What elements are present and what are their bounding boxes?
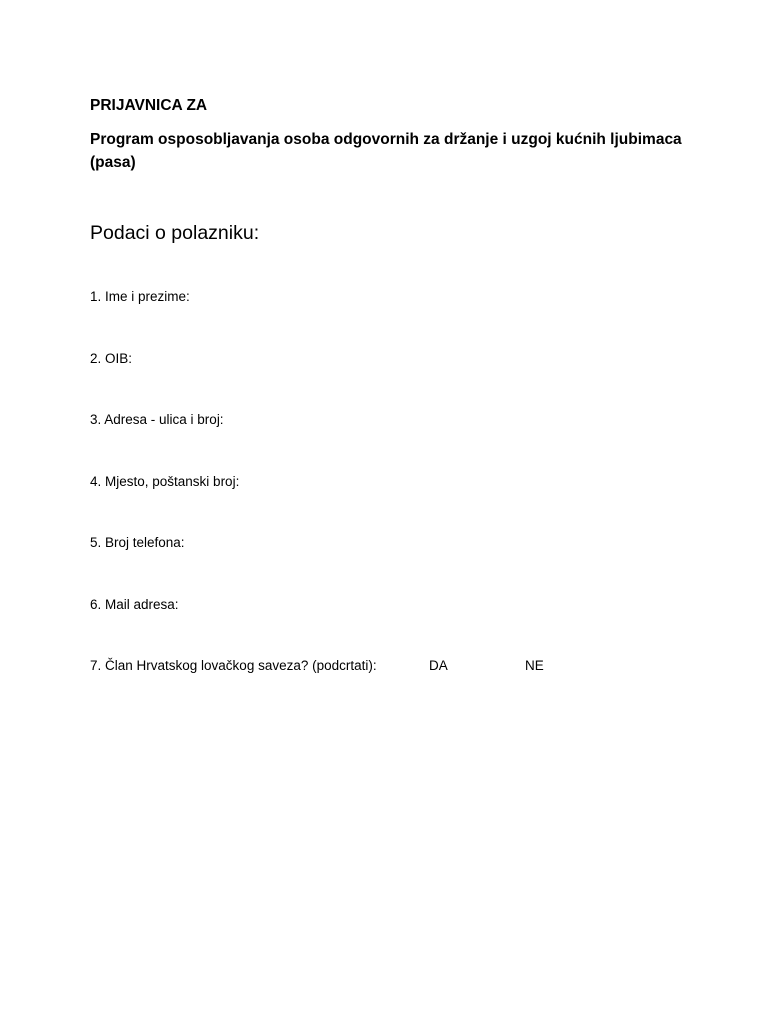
form-content	[90, 94, 690, 719]
field-name	[90, 288, 690, 306]
field-email	[90, 596, 690, 614]
field-label: 2. OIB:	[90, 350, 133, 366]
field-oib	[90, 350, 690, 368]
field-address	[90, 411, 690, 429]
field-label: 3. Adresa - ulica i broj:	[90, 412, 224, 427]
option-yes[interactable]: DA	[429, 658, 448, 673]
section-title: Podaci o polazniku:	[90, 222, 260, 244]
field-city-postal	[90, 473, 690, 491]
program-title: Program osposobljavanja osoba odgovornih za držanje i uzgoj kućnih ljubimaca (pasa)	[90, 131, 682, 171]
field-label: 6. Mail adresa:	[90, 596, 179, 612]
field-list	[90, 288, 690, 675]
option-no[interactable]: NE	[525, 658, 544, 673]
field-hunting-member	[90, 657, 690, 675]
form-title: PRIJAVNICA ZA	[90, 97, 208, 114]
field-label: 4. Mjesto, poštanski broj:	[90, 473, 240, 489]
field-label: 1. Ime i prezime:	[90, 289, 190, 304]
field-label: 7. Član Hrvatskog lovačkog saveza? (podcrtati):	[90, 658, 377, 673]
field-label: 5. Broj telefona:	[90, 535, 185, 550]
field-phone	[90, 534, 690, 552]
